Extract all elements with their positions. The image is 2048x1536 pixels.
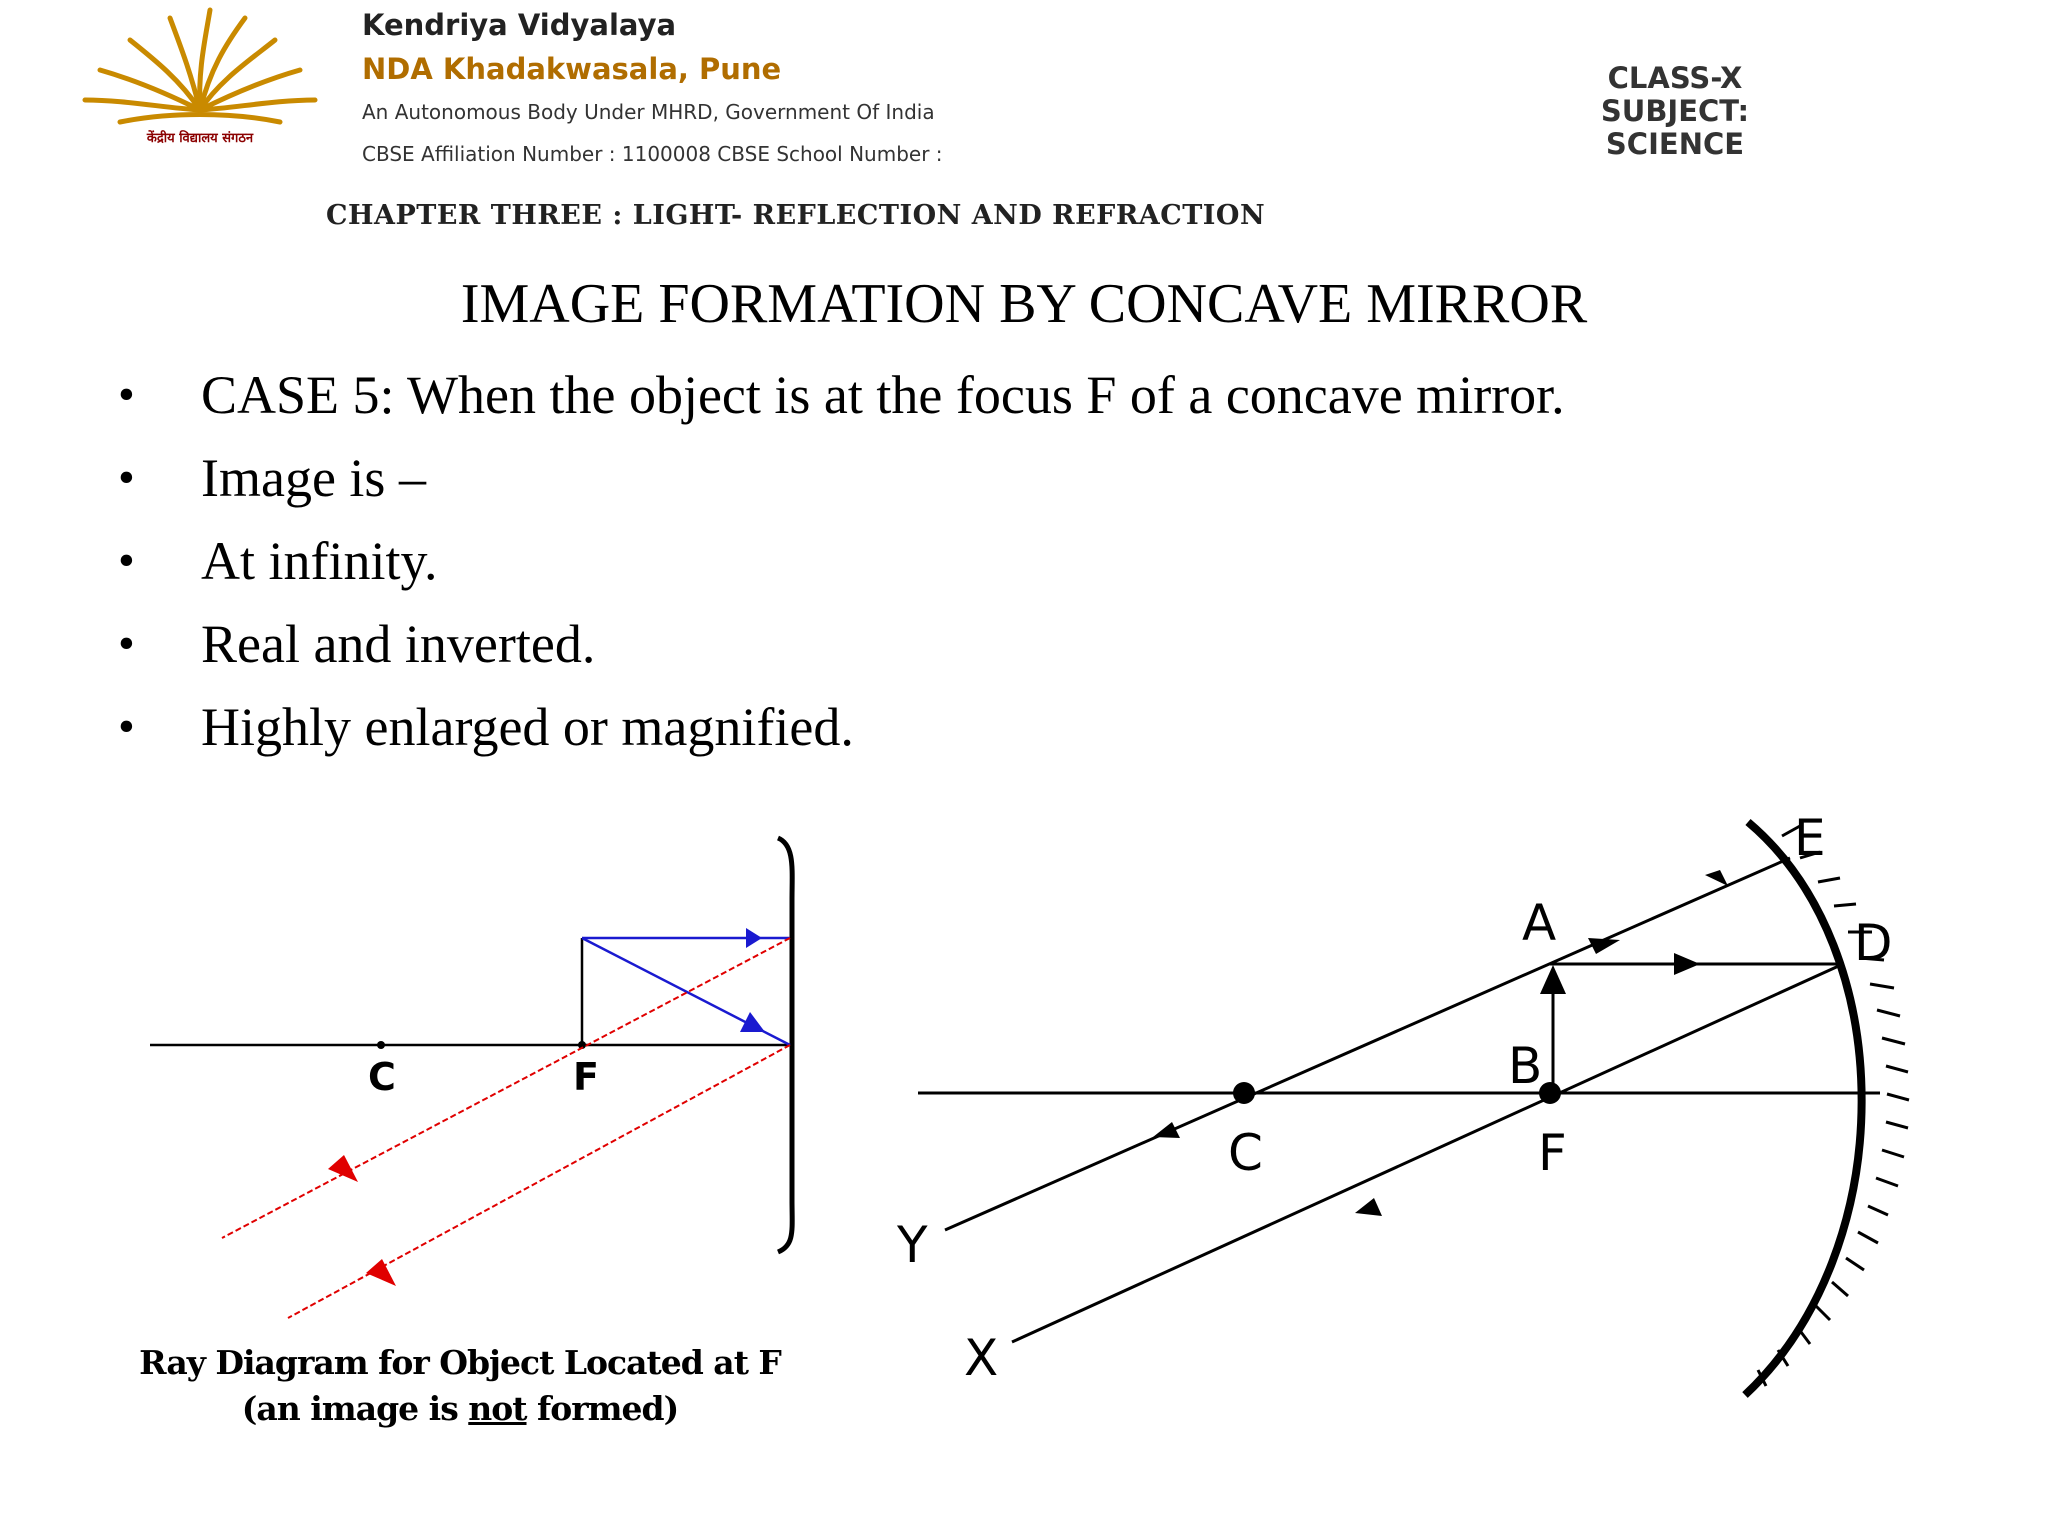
list-item [118,687,1565,770]
caption-line-1: Ray Diagram for Object Located at F [139,1343,781,1382]
right-ray-diagram [896,809,1909,1395]
reflected-ray-2 [288,1045,790,1318]
caption-line-2 [120,1386,800,1432]
caption-line-2-emphasis: not [468,1389,527,1428]
right-label-a: A [1522,894,1557,952]
bullet-text: CASE 5: When the object is at the focus F of a concave mirror. [201,365,1565,425]
ray-through-f [1012,964,1843,1342]
subject-name: SCIENCE [1605,127,1745,161]
ray-arrow-3 [1705,870,1728,886]
list-item [118,521,1565,604]
class-subject-box [1545,62,1805,161]
right-label-c: C [1228,1124,1263,1182]
ray-arrow-1 [1588,938,1620,954]
school-body: An Autonomous Body Under MHRD, Government Of India [362,100,935,124]
right-label-y: Y [897,1216,928,1274]
right-label-e: E [1794,809,1826,867]
bullet-icon: • [118,617,135,670]
caption-line-2-pre: (an image is [241,1389,469,1428]
right-label-d: D [1854,914,1893,972]
ray-arrow-5 [1355,1198,1382,1216]
bullet-icon: • [118,700,135,753]
reflected-ray-1 [222,938,790,1238]
bullet-text: Real and inverted. [201,614,596,674]
incident-ray-arrow-1 [746,928,762,948]
right-concave-mirror [1745,822,1862,1395]
ray-through-c [945,858,1790,1230]
left-diagram-caption [120,1340,800,1432]
bullet-text: At infinity. [201,531,438,591]
bullet-list [118,355,1565,770]
left-point-c [377,1041,385,1049]
bullet-icon: • [118,368,135,421]
subject-label: SUBJECT: [1600,94,1750,128]
school-campus: NDA Khadakwasala, Pune [362,52,782,86]
bullet-text: Image is – [201,448,426,508]
reflected-ray-arrow-2 [366,1259,396,1286]
bullet-text: Highly enlarged or magnified. [201,697,854,757]
list-item [118,604,1565,687]
ray-arrow-4 [1153,1122,1180,1138]
right-label-x: X [964,1329,999,1387]
list-item [118,438,1565,521]
left-ray-diagram [150,838,792,1318]
right-label-b: B [1508,1037,1543,1095]
school-name: Kendriya Vidyalaya [362,8,677,42]
right-label-f: F [1538,1124,1567,1182]
bullet-icon: • [118,534,135,587]
school-affiliation: CBSE Affiliation Number : 1100008 CBSE School Number : [362,142,943,166]
logo-hindi-text: केंद्रीय विद्यालय संगठन [146,131,254,146]
class-label: CLASS-X [1607,61,1743,95]
object-arrowhead [1540,965,1566,994]
slide-title: IMAGE FORMATION BY CONCAVE MIRROR [460,273,1588,335]
list-item [118,355,1565,438]
chapter-heading: CHAPTER THREE : LIGHT- REFLECTION AND REFRACTION [326,200,1266,231]
left-label-c: C [368,1055,396,1099]
reflected-ray-arrow-1 [328,1155,358,1182]
caption-line-2-post: formed) [526,1389,679,1428]
ray-arrow-2 [1674,953,1700,975]
left-label-f: F [573,1055,599,1099]
school-logo [60,0,340,170]
mirror-hatching [1758,826,1909,1386]
right-point-c [1233,1082,1255,1104]
bullet-icon: • [118,451,135,504]
